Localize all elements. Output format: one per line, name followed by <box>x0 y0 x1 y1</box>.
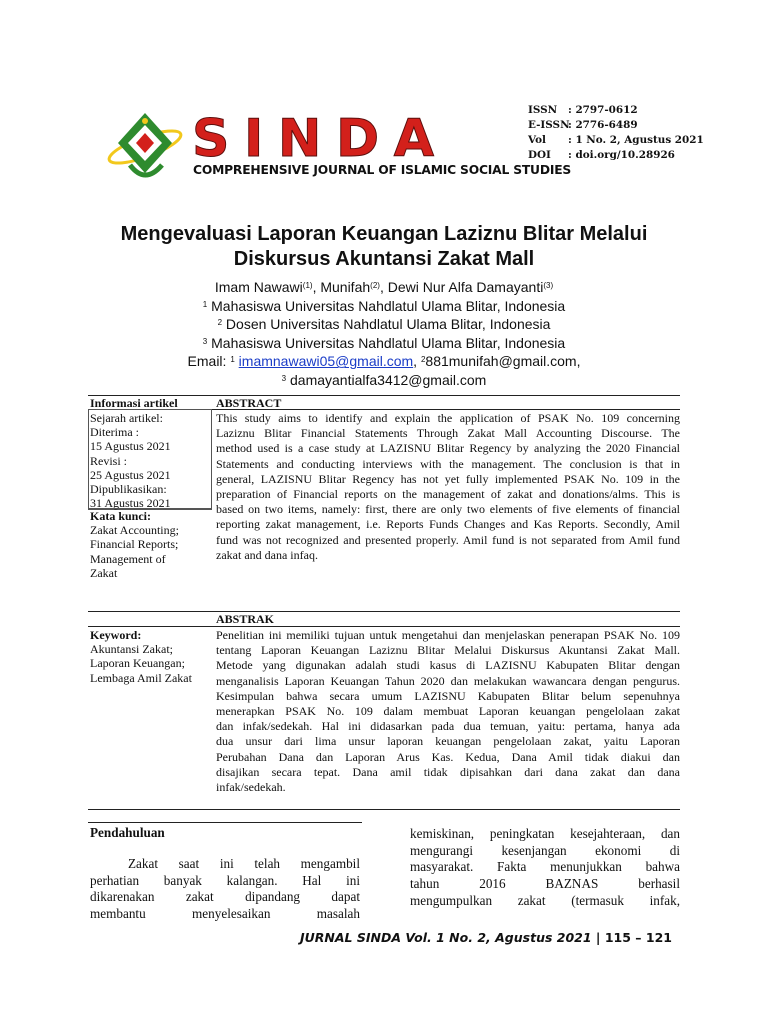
email-line: Email: $^1$ imamnawawi05@gmail.com, $^2$881munifah@gmail.com, <box>187 353 581 370</box>
paper-title: Mengevaluasi Laporan Keuangan Laziznu Blitar Melalui Diskursus Akuntansi Zakat Mall <box>120 223 648 270</box>
footer-pages: 115 – 121 <box>604 930 672 945</box>
footer-journal: JURNAL SINDA Vol. 1 No. 2, Agustus 2021 <box>300 930 592 945</box>
intro-right-column: kemiskinan, peningkatan kesejahteraan, dan mengurangi kesenjangan ekonomi di masyarakat. Fakta menunjukkan bahwa tahun 2016 BAZNAS berhasil mengumpulkan zakat (termasuk infak, <box>410 826 680 908</box>
email-line-2: $^3$ damayantialfa3412@gmail.com <box>281 371 487 388</box>
journal-logo-emblem <box>100 103 190 193</box>
affiliation-3: $^3$ Mahasiswa Universitas Nahdlatul Ulama Blitar, Indonesia <box>202 334 566 351</box>
author-names: Imam Nawawi$^{(1)}$, Munifah$^{(2)}$, Dewi Nur Alfa Damayanti$^{(3)}$ <box>214 279 554 295</box>
journal-subtitle: COMPREHENSIVE JOURNAL OF ISLAMIC SOCIAL STUDIES <box>193 163 572 177</box>
meta-doi: DOI : doi.org/10.28926 <box>528 149 675 161</box>
section-heading: Pendahuluan <box>90 825 165 840</box>
meta-volume: Vol : 1 No. 2, Agustus 2021 <box>528 134 704 146</box>
journal-logo-wordmark <box>192 112 452 164</box>
page-footer: JURNAL SINDA Vol. 1 No. 2, Agustus 2021 | 115 – 121 <box>300 930 672 945</box>
meta-eissn: E-ISSN : 2776-6489 <box>528 119 638 131</box>
intro-left-column: Zakat saat ini telah mengambil perhatian banyak kalangan. Hal ini dikarenakan zakat dipandang dapat membantu menyelesaikan masalah <box>90 856 360 922</box>
divider-abstrak-under <box>88 626 680 627</box>
abstrak-body: Penelitian ini memiliki tujuan untuk mengetahui dan menjelaskan penerapan PSAK No. 109 tentang Laporan Keuangan Laziznu Blitar Melalui Diskursus Akuntansi Zakat Mall. Metode yang digunakan adalah studi kasus di LAZISNU Kabupaten Blitar dengan menganalisis Laporan Keuangan Tahun 2020 dan melakukan wawancara dengan pengurus. Kesimpulan bahwa secara umum LAZISNU Kabupaten Blitar belum sepenuhnya menerapkan PSAK No. 109 dalam membuat Laporan keuangan pengelolaan zakat dan infak/sedekah. Hal ini didasarkan pada dua temuan, yaitu: pertama, hanya ada dua unsur dari lima unsur laporan keuangan pengelolaan zakat, yaitu Laporan Perubahan Dana dan Laporan Arus Kas. Kedua, Dana Amil tidak diakui dan disajikan secara tepat. Dana amil tidak dipisahkan dari dana zakat dan dana infak/sedekah. <box>216 628 680 795</box>
meta-issn: ISSN : 2797-0612 <box>528 104 638 116</box>
article-history: Sejarah artikel: Diterima : 15 Agustus 2021 Revisi : 25 Agustus 2021 Dipublikasikan: 31 Agustus 2021 <box>90 411 171 511</box>
email-link-1[interactable]: imamnawawi05@gmail.com <box>238 353 414 370</box>
abstrak-heading: ABSTRAK <box>216 612 275 626</box>
affiliation-2: $^2$ Dosen Universitas Nahdlatul Ulama Blitar, Indonesia <box>217 316 551 333</box>
keywords-en: Kata kunci: Zakat Accounting; Financial Reports; Management of Zakat <box>90 509 179 580</box>
divider-abstrak-bottom <box>88 809 680 810</box>
keywords-id: Keyword: Akuntansi Zakat; Laporan Keuangan; Lembaga Amil Zakat <box>90 628 192 685</box>
logo-text: SINDA <box>192 112 442 164</box>
affiliation-1: $^1$ Mahasiswa Universitas Nahdlatul Ulama Blitar, Indonesia <box>202 297 566 314</box>
publication-meta <box>528 103 704 163</box>
authors-block <box>0 278 768 390</box>
info-heading: Informasi artikel <box>90 396 178 410</box>
abstract-heading: ABSTRACT <box>216 396 282 410</box>
abstract-body: This study aims to identify and explain the application of PSAK No. 109 concerning Laziznu Blitar Financial Statements Through Zakat Mall Accounting Discourse. The method used is a case study at LAZISNU Blitar Regency by analyzing the 2020 Financial Statements and conducting interviews with the management. The conclusion is that in general, LAZISNU Blitar Regency has not yet fully implemented PSAK No. 109 in the preparation of Financial reports on the management of zakat and donations/alms. This is based on two items, namely: first, there are only two elements of five elements of financial reporting zakat management, i.e. Reports Funds Changes and Kas Reports. Secondly, Amil fund was not recognized and presented properly. Amil fund is not separated from Amil fund zakat and dana infaq. <box>216 411 680 562</box>
section-rule <box>88 822 362 823</box>
